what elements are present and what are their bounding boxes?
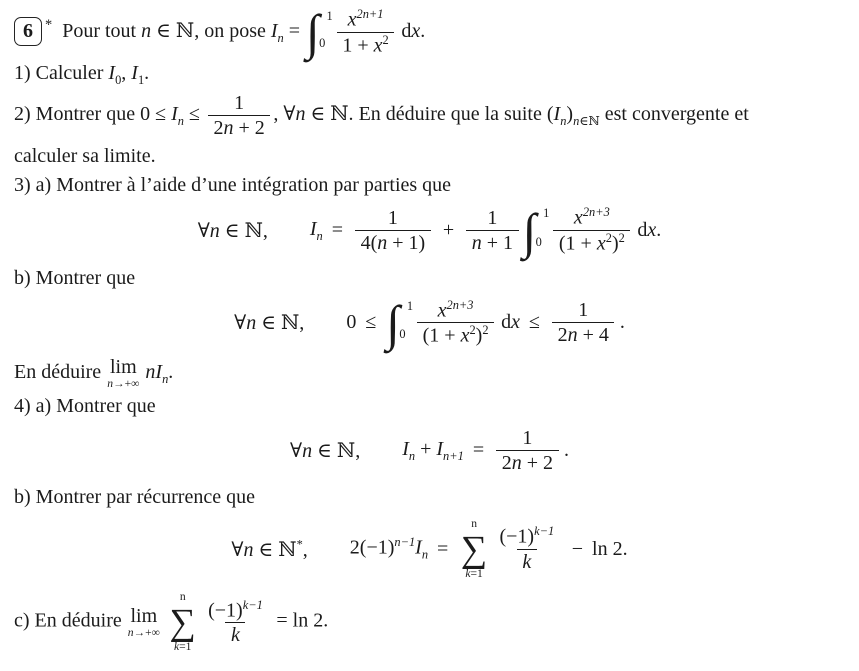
fraction-denominator: [517, 549, 537, 574]
limit-operator: [107, 357, 139, 390]
exponent: k−1: [242, 597, 263, 612]
comma: ,: [302, 538, 308, 561]
equals-sign: =: [472, 439, 485, 462]
question-text: En déduire que la suite: [358, 103, 547, 126]
exponent: 2n+3: [582, 205, 610, 220]
exponent: 2n+3: [446, 297, 474, 312]
differential: [401, 20, 425, 42]
forall-clause: [234, 310, 304, 335]
math-var-I: I: [436, 437, 444, 460]
question-text: b) Montrer que: [14, 266, 136, 289]
math-var-I: I: [309, 217, 317, 240]
subscript: n: [560, 114, 567, 129]
question-text: est convergente et: [599, 103, 749, 126]
period: .: [619, 311, 625, 334]
exponent: 2n+1: [356, 7, 384, 21]
math-var-x: x: [437, 299, 447, 322]
fraction-numerator: 1: [487, 207, 498, 230]
equals-sign: =: [437, 537, 449, 560]
equals-sign: =: [283, 19, 306, 42]
math-var-n: n: [511, 452, 522, 475]
integral-lower-bound: 0: [399, 327, 406, 342]
fraction-denominator: [417, 322, 494, 348]
fraction-numerator: [432, 298, 479, 323]
set-membership: ∈ ℕ,: [219, 220, 268, 243]
fraction-numerator: [342, 7, 389, 32]
fraction: [466, 206, 518, 255]
paren-close: ): [566, 103, 574, 126]
math-var-k: k: [522, 551, 532, 574]
fraction-numerator: 1: [234, 92, 245, 115]
question-text: 4) a) Montrer que: [14, 395, 156, 418]
math-var-x: x: [411, 19, 421, 42]
den-text: + 1): [387, 232, 426, 255]
math-var-n: n: [145, 361, 156, 384]
math-var-I: I: [131, 62, 138, 85]
equals-sign: =: [271, 609, 293, 632]
star-superscript: *: [296, 537, 303, 552]
comma: ,: [273, 103, 284, 126]
math-var-I: I: [415, 537, 422, 560]
math-var-n: n: [377, 232, 388, 255]
math-var-n: n: [209, 220, 220, 243]
question-4b-label: [14, 484, 845, 510]
subscript: n: [177, 114, 184, 129]
question-3b-label: [14, 265, 845, 291]
integral-upper-bound: 1: [543, 206, 550, 221]
period: .: [420, 19, 426, 42]
math-var-n: n: [295, 103, 306, 126]
question-text: 2) Montrer que 0 ≤: [14, 103, 172, 126]
limit-subscript: [107, 378, 139, 390]
fraction-numerator: [568, 205, 615, 230]
separator: ,: [121, 62, 132, 85]
fraction: [355, 206, 431, 255]
math-var-I: I: [155, 361, 163, 384]
den-text: 2: [213, 117, 224, 140]
den-text: 2: [557, 324, 568, 347]
subscript: n+1: [443, 448, 464, 463]
math-var-I: I: [270, 19, 278, 42]
question-text: 1) Calculer: [14, 62, 109, 85]
math-var-n: n: [471, 232, 482, 255]
math-var-x: x: [373, 34, 383, 57]
display-equation-3b: [14, 294, 845, 351]
paren-close: ): [475, 325, 483, 348]
equals-sign: =: [331, 219, 344, 242]
forall-clause: [290, 438, 360, 463]
set-membership: ∈ ℕ: [151, 19, 195, 42]
fraction: [494, 524, 560, 574]
forall-sign: ∀: [283, 103, 296, 126]
leq-sign: ≤: [365, 311, 377, 334]
question-4c-line: [14, 590, 845, 654]
subscript: 0: [115, 73, 122, 88]
math-var-k: k: [465, 566, 471, 580]
sum-lower-rest: =1: [470, 566, 483, 580]
limit-operator: [128, 606, 160, 639]
period: .: [563, 439, 569, 462]
subscript: n: [316, 228, 323, 243]
integral-icon: ∫: [522, 202, 537, 259]
den-text: + 1: [481, 232, 513, 255]
question-3a-label: [14, 172, 845, 198]
sum-lower-rest: =1: [179, 639, 192, 653]
period: .: [622, 537, 628, 560]
statement-text: Pour tout: [62, 19, 142, 42]
integral-upper-bound: 1: [326, 8, 333, 23]
num-text: (−1): [499, 526, 535, 549]
question-text: En déduire: [14, 361, 107, 384]
minus-sign: −: [571, 537, 584, 560]
math-var-x: x: [596, 232, 606, 255]
sum-lower-bound: [465, 567, 483, 581]
question-4a-label: [14, 393, 845, 419]
log-term: [592, 538, 628, 561]
question-2-continuation: [14, 143, 845, 169]
display-equation-4b: [14, 517, 845, 581]
sum-upper-bound: n: [179, 590, 186, 604]
math-var-n: n: [243, 538, 254, 561]
fraction: [208, 91, 270, 140]
forall-sign: ∀: [290, 440, 303, 463]
subscript: n: [162, 372, 169, 387]
period: .: [144, 62, 150, 85]
fraction-numerator: 1: [522, 427, 533, 450]
differential-d: d: [501, 311, 512, 334]
statement-text: , on pose: [194, 19, 271, 42]
period: .: [168, 361, 174, 384]
den-text: (1 +: [558, 232, 597, 255]
sum-upper-bound: n: [471, 517, 477, 531]
den-text: 4(: [360, 232, 378, 255]
question-text: calculer sa limite.: [14, 145, 156, 168]
forall-sign: ∀: [231, 538, 244, 561]
forall-sign: ∀: [197, 220, 210, 243]
sum-lower-bound: [174, 640, 192, 654]
integral: [522, 202, 550, 259]
subscript: n: [421, 548, 429, 563]
math-var-n: n: [127, 625, 134, 639]
integral-lower-bound: 0: [319, 36, 326, 51]
math-var-n: n: [567, 324, 578, 347]
fraction-denominator: [355, 230, 431, 255]
display-equation-3a: [14, 202, 845, 259]
summation: [461, 517, 487, 581]
exercise-number-box: [14, 17, 42, 46]
lim-word: lim: [130, 604, 158, 627]
fraction-denominator: [496, 450, 558, 475]
plus-sign: +: [442, 219, 455, 242]
fraction: [337, 7, 395, 57]
den-text: + 4: [577, 324, 609, 347]
den-text: 1 +: [342, 34, 374, 57]
set-membership: ∈ ℕ,: [312, 440, 361, 463]
den-text: + 2: [521, 452, 553, 475]
fraction: [417, 298, 494, 348]
fraction-numerator: 1: [387, 207, 398, 230]
math-var-I: I: [171, 103, 178, 126]
limit-subscript: [128, 627, 160, 639]
lhs-sum-term: [402, 438, 464, 464]
fraction-numerator: 1: [578, 299, 589, 322]
fraction-numerator: [203, 598, 269, 623]
integral-bounds: [400, 298, 413, 348]
integral-upper-bound: 1: [406, 298, 414, 313]
math-var-n: n: [246, 312, 257, 335]
zero: 0: [346, 311, 357, 334]
difficulty-star-icon: *: [45, 17, 53, 34]
math-var-I: I: [553, 103, 561, 126]
math-var-n: n: [223, 117, 234, 140]
arrow-infinity: →+∞: [112, 377, 140, 391]
forall-clause: [231, 537, 307, 562]
lhs-term: [310, 218, 323, 244]
exercise-document: [14, 4, 845, 654]
ln-text: ln 2: [292, 609, 324, 632]
paren-open: (: [546, 103, 554, 126]
sigma-icon: ∑: [460, 528, 488, 570]
math-var-I: I: [108, 62, 116, 85]
sequence-subscript: [573, 115, 600, 129]
exponent: 2: [618, 231, 625, 246]
fraction-denominator: [225, 622, 245, 647]
math-var-x: x: [460, 325, 470, 348]
integral-bounds: [536, 206, 549, 256]
subscript: 1: [137, 73, 145, 88]
fraction: [552, 298, 614, 347]
set-membership: ∈ ℕ,: [256, 312, 305, 335]
set-membership: ∈ ℕ.: [305, 103, 359, 126]
math-var-I: I: [402, 437, 409, 460]
period: .: [656, 219, 662, 242]
forall-clause: [198, 218, 268, 243]
differential: [637, 219, 661, 242]
fraction-numerator: [494, 524, 560, 549]
period: .: [323, 609, 329, 632]
exercise-number: 6: [23, 19, 33, 42]
limit-argument: [145, 361, 174, 387]
math-var-k: k: [173, 639, 180, 653]
question-text: b) Montrer par récurrence que: [14, 486, 255, 509]
fraction-denominator: [552, 322, 614, 347]
exponent: n−1: [394, 535, 416, 550]
ln-text: ln 2: [592, 537, 623, 560]
differential-d: d: [401, 19, 412, 42]
sigma-icon: ∑: [169, 601, 196, 643]
exponent: 2: [605, 231, 612, 246]
arrow-infinity: →+∞: [133, 625, 160, 639]
subscript: n: [277, 30, 284, 45]
integral-icon: ∫: [306, 4, 320, 61]
integral: [386, 294, 414, 351]
integral-lower-bound: 0: [535, 235, 542, 250]
math-var-x: x: [573, 207, 583, 230]
set-membership: ∈ℕ: [579, 114, 600, 129]
fraction: [203, 598, 269, 648]
coefficient: 2(−1): [349, 537, 395, 560]
integral-bounds: [320, 7, 333, 57]
integral-icon: ∫: [386, 294, 400, 351]
math-var-x: x: [511, 311, 521, 334]
math-var-x: x: [347, 8, 357, 31]
question-1-line: [14, 60, 845, 88]
exponent: 2: [469, 323, 476, 338]
summation: [170, 590, 196, 654]
math-var-n: n: [302, 440, 313, 463]
integral: [306, 4, 333, 61]
fraction-denominator: [208, 115, 270, 140]
exponent: 2: [382, 32, 389, 47]
den-text: + 2: [233, 117, 265, 140]
math-var-x: x: [647, 219, 657, 242]
num-text: (−1): [208, 599, 243, 622]
exponent: k−1: [534, 524, 555, 539]
den-text: 2: [501, 452, 512, 475]
exponent: 2: [482, 323, 489, 338]
leq-sign: ≤: [529, 311, 540, 334]
fraction: [496, 426, 558, 475]
exercise-statement-line: [14, 4, 845, 61]
den-text: (1 +: [422, 325, 461, 348]
deduce-limit-line: [14, 357, 845, 390]
set-membership: ∈ ℕ: [253, 538, 297, 561]
paren-close: ): [611, 232, 619, 255]
fraction: [553, 205, 630, 255]
plus-sign: +: [415, 437, 437, 460]
differential-d: d: [637, 219, 648, 242]
math-var-n: n: [573, 114, 580, 129]
math-var-n: n: [141, 19, 152, 42]
question-text: 3) a) Montrer à l’aide d’une intégration par parties que: [14, 174, 452, 197]
leq-sign: ≤: [183, 103, 205, 126]
math-var-k: k: [231, 624, 240, 647]
math-var-n: n: [107, 377, 113, 391]
fraction-denominator: [466, 230, 518, 255]
fraction-denominator: [553, 230, 630, 256]
lhs-term: [350, 535, 428, 563]
fraction-denominator: [337, 32, 395, 58]
differential: [501, 311, 520, 334]
display-equation-4a: [14, 426, 845, 475]
question-2-line: [14, 91, 845, 140]
subscript: n: [408, 448, 416, 463]
question-text: c) En déduire: [14, 609, 127, 632]
forall-sign: ∀: [234, 312, 247, 335]
lim-word: lim: [109, 356, 137, 379]
